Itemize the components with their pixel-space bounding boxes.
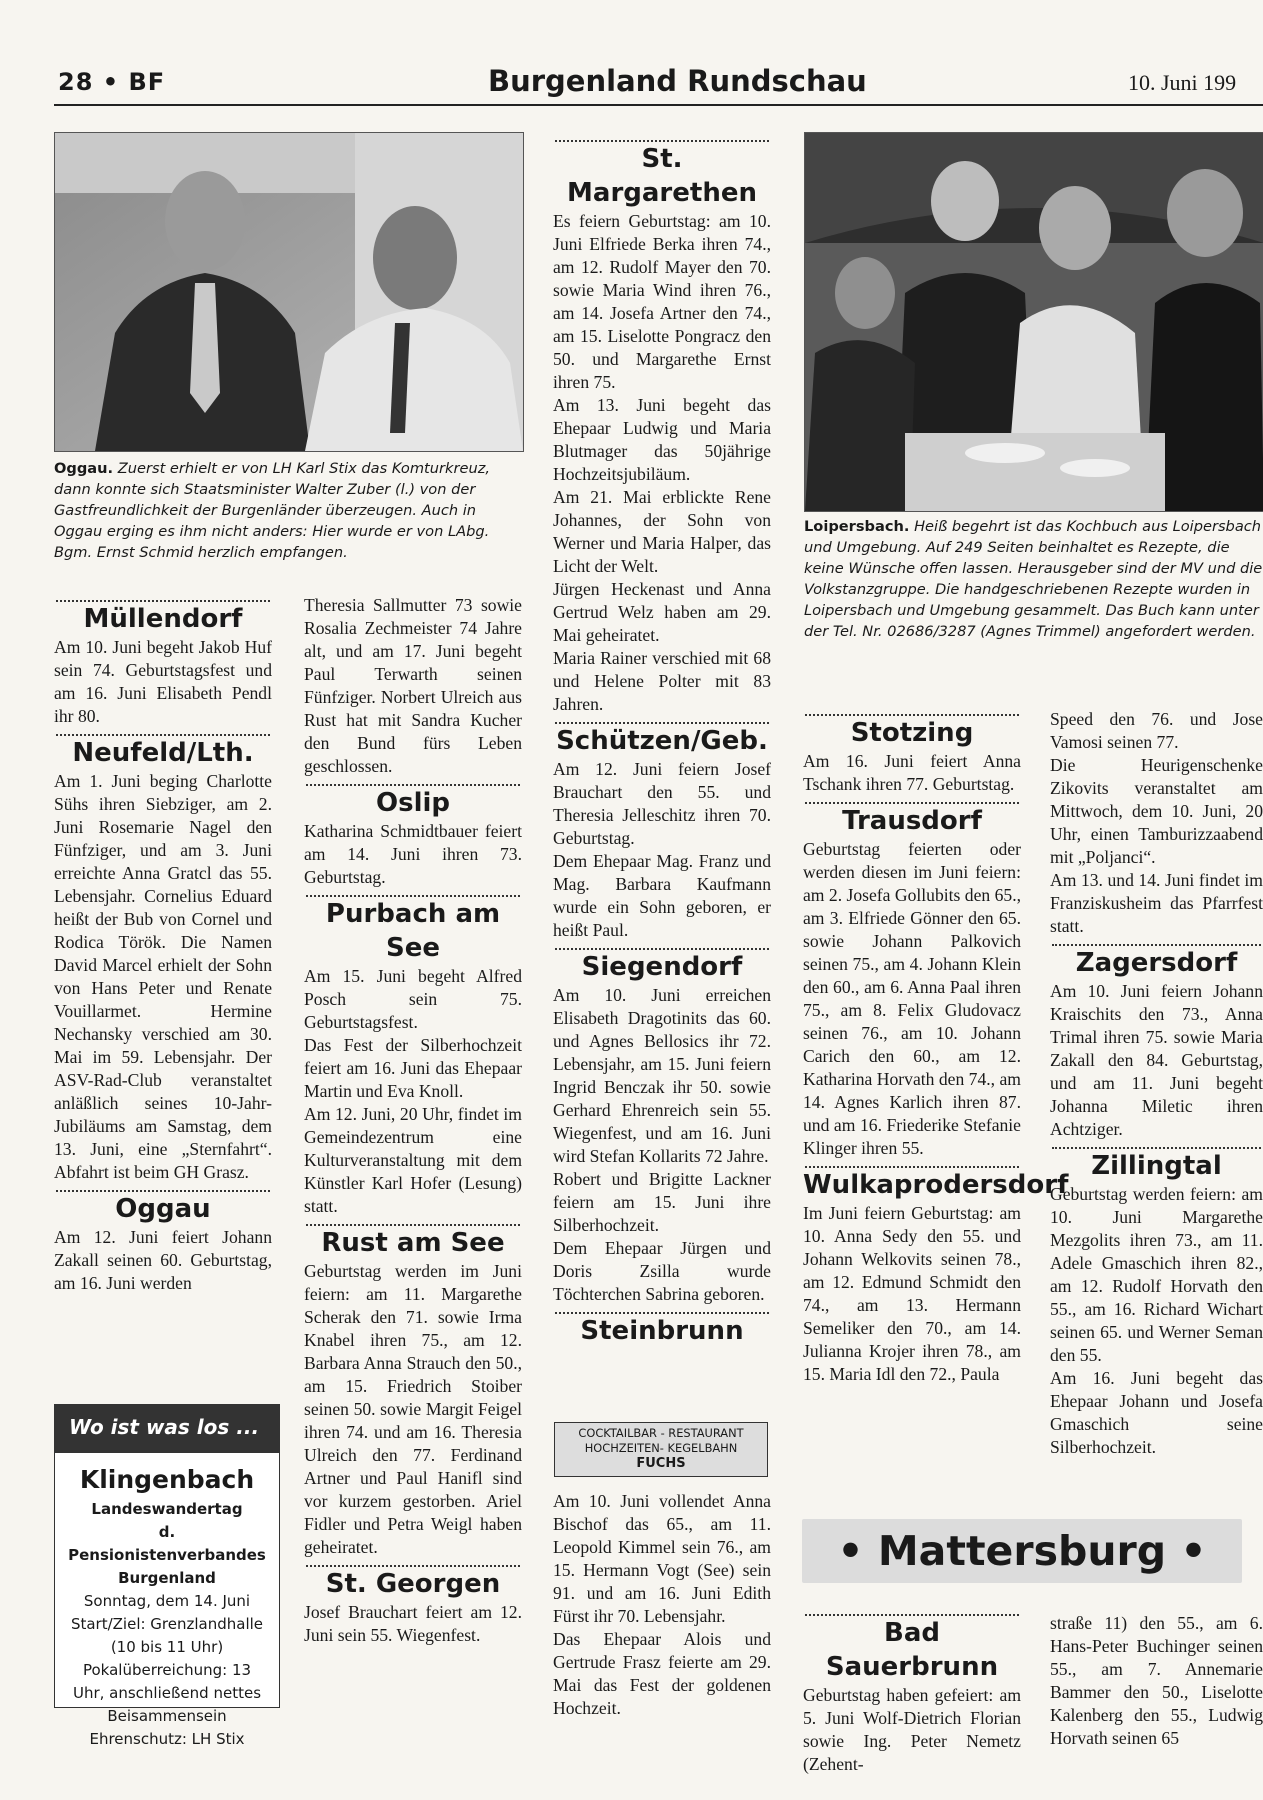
heading-zagersdorf: Zagersdorf: [1075, 948, 1238, 978]
event-box: [54, 1404, 280, 1748]
heading-trausdorf: Trausdorf: [842, 806, 982, 836]
article-schuetzen: Am 12. Juni feiern Josef Brauchart den 55. und Theresia Jelleschitz ihren 70. Geburtstag.: [553, 759, 771, 848]
article-oslip: Katharina Schmidtbauer feiert am 14. Juni ihren 73. Geburtstag.: [304, 821, 522, 887]
article-wulkaprodersdorf: Im Juni feiern Geburtstag: am 10. Anna Sedy den 55. und Johann Welkovits seinen 78., am 12. Edmund Schmidt den 74., am 13. Hermann Semeliker den 70., am 14. Julianna Krojer ihren 78., am 15. Maria Idl den 72., Paula: [803, 1203, 1021, 1384]
issue-date: 10. Juni 199: [1128, 70, 1237, 95]
article-muellendorf: Am 10. Juni begeht Jakob Huf sein 74. Geburtstagsfest und am 16. Juni Elisabeth Pendl ihr 80.: [54, 637, 272, 726]
column-5: [1050, 708, 1263, 1459]
heading-oslip: Oslip: [375, 788, 450, 818]
ad-line: FUCHS: [636, 1456, 686, 1471]
article-rust: Geburtstag werden im Juni feiern: am 11. Margarethe Scherak den 71. sowie Irma Knabel ihren 75., am 12. Barbara Anna Strauch den 50., am 15. Friedrich Stoiber seinen 50. sowie Margit Feigel ihren 74. und am 16. Theresia Ulreich den 77. Ferdinand Artner und Paul Hanifl sind vor kurzem gestorben. Ariel Fidler und Petra Weigl haben geheiratet.: [304, 1261, 522, 1557]
article-continuation: Die Heurigenschenke Zikovits veranstaltet am Mittwoch, dem 10. Juni, 20 Uhr, einen Tamburizzaabend mit „Poljanci“.: [1050, 755, 1263, 867]
article-st-margarethen: Es feiern Geburtstag: am 10. Juni Elfriede Berka ihren 74., am 12. Rudolf Mayer den 70. sowie Maria Wind ihren 76., am 14. Josefa Artner den 74., am 15. Liselotte Pongracz den 50. und Margarethe Ernst ihren 75.: [553, 211, 771, 392]
article-steinbrunn: Das Ehepaar Alois und Gertrude Frasz feierte am 29. Mai das Fest der goldenen Hochzeit.: [553, 1629, 771, 1718]
heading-oggau: Oggau: [115, 1194, 211, 1224]
caption-text: Heiß begehrt ist das Kochbuch aus Loipersbach und Umgebung. Auf 249 Seiten beinhaltet es Rezepte, die keine Wünsche offen lassen. Herausgeber sind der MV und die Volkstanzgruppe. Die handgeschriebenen Rezepte wurden in Loipersbach und Umgebung gesammelt. Das Buch kann unter der Tel. Nr. 02686/3287 (Agnes Trimmel) angefordert werden.: [804, 518, 1263, 640]
heading-siegendorf: Siegendorf: [581, 952, 743, 982]
event-line: Pokalüberreichung: 13 Uhr, anschließend nettes Beisammensein: [72, 1661, 262, 1725]
article-purbach: Am 12. Juni, 20 Uhr, findet im Gemeindezentrum eine Kulturveranstaltung mit dem Künstler Karl Hofer (Lesung) statt.: [304, 1104, 522, 1216]
ad-fuchs: [554, 1422, 768, 1477]
article-st-margarethen: Am 21. Mai erblickte Rene Johannes, der Sohn von Werner und Maria Halper, das Licht der Welt.: [553, 487, 771, 576]
column-3: [553, 140, 771, 1348]
column-1: [54, 600, 272, 1295]
article-zagersdorf: Am 10. Juni feiern Johann Kraischits den 73., Anna Trimal ihren 75. sowie Maria Zakall den 84. Geburtstag, und am 11. Juni begeht Johanna Miletic ihren Achtziger.: [1050, 981, 1263, 1139]
article-siegendorf: Dem Ehepaar Jürgen und Doris Zsilla wurde Töchterchen Sabrina geboren.: [553, 1238, 771, 1304]
column-4-mattersburg: [803, 1614, 1021, 1776]
caption-oggau: [54, 458, 524, 563]
heading-rust: Rust am See: [321, 1228, 505, 1258]
heading-purbach: Purbach am See: [325, 899, 501, 963]
photo-loipersbach: [804, 132, 1263, 512]
article-oggau: Am 12. Juni feiert Johann Zakall seinen 60. Geburtstag, am 16. Juni werden: [54, 1227, 272, 1293]
event-line: Start/Ziel: Grenzlandhalle (10 bis 11 Uhr): [70, 1615, 264, 1656]
article-stotzing: Am 16. Juni feiert Anna Tschank ihren 77. Geburtstag.: [803, 751, 1021, 794]
heading-neufeld: Neufeld/Lth.: [72, 738, 254, 768]
event-details: [55, 1494, 279, 1755]
article-schuetzen: Dem Ehepaar Mag. Franz und Mag. Barbara Kaufmann wurde ein Sohn geboren, er heißt Paul.: [553, 851, 771, 940]
article-st-margarethen: Maria Rainer verschied mit 68 und Helene Polter mit 83 Jahren.: [553, 648, 771, 714]
header-rule: [54, 104, 1263, 106]
column-5-mattersburg: [1050, 1612, 1263, 1798]
article-neufeld: Am 1. Juni beging Charlotte Sühs ihren Siebziger, am 2. Juni Rosemarie Nagel den Fünfziger, und am 3. Juni erreichte Anna Gratcl das 55. Lebensjahr. Cornelius Eduard heißt der Bub von Cornel und Rodica Török. Die Namen David Marcel erhielt der Sohn von Hans Peter und Renate Vouillarmet. Hermine Nechansky verschied am 30. Mai im 59. Lebensjahr. Der ASV-Rad-Club veranstaltet anläßlich seines 10-Jahr-Jubiläums am Samstag, dem 13. Juni, eine „Sternfahrt“. Abfahrt ist beim GH Grasz.: [54, 771, 272, 1182]
article-continuation: Am 13. und 14. Juni findet im Franziskusheim das Pfarrfest statt.: [1050, 870, 1263, 936]
heading-wulkaprodersdorf: Wulkaprodersdorf: [803, 1170, 1069, 1200]
caption-place: Loipersbach.: [804, 518, 910, 535]
event-line: Ehrenschutz: LH Stix: [89, 1730, 245, 1748]
heading-zillingtal: Zillingtal: [1091, 1151, 1222, 1181]
article-continuation: Theresia Sallmutter 73 sowie Rosalia Zechmeister 74 Jahre alt, und am 17. Juni begeht Paul Terwarth seinen Fünfziger. Norbert Ulreich aus Rust hat mit Sandra Kucher den Bund fürs Leben geschlossen.: [304, 595, 522, 776]
ad-line: HOCHZEITEN- KEGELBAHN: [584, 1441, 738, 1455]
article-trausdorf: Geburtstag feierten oder werden diesen im Juni feiern: am 2. Josefa Gollubits den 65., am 3. Elfriede Gönner den 65. sowie Johann Palkovich seinen 75., am 4. Johann Klein den 60., am 6. Anna Paal ihren 75., am 8. Felix Gludovacz seinen 76., am 10. Johann Carich den 60., am 12. Katharina Horvath den 74., am 14. Agnes Karlich ihren 87. und am 16. Friederike Stefanie Klinger ihren 55.: [803, 839, 1021, 1158]
article-continuation: Speed den 76. und Jose Vamosi seinen 77.: [1050, 709, 1263, 752]
heading-st-margarethen: St. Margarethen: [567, 144, 757, 208]
heading-st-georgen: St. Georgen: [325, 1569, 501, 1599]
column-4: [803, 714, 1069, 1386]
article-st-margarethen: Jürgen Heckenast und Anna Gertrud Welz haben am 29. Mai geheiratet.: [553, 579, 771, 645]
photo-oggau: [54, 132, 524, 452]
article-bad-sauerbrunn: Geburtstag haben gefeiert: am 5. Juni Wolf-Dietrich Florian sowie Ing. Peter Nemetz (Zehent-: [803, 1685, 1021, 1774]
heading-muellendorf: Müllendorf: [83, 604, 243, 634]
event-line: Landeswandertag: [91, 1500, 243, 1518]
article-continuation: straße 11) den 55., am 6. Hans-Peter Buchinger seinen 55., am 7. Annemarie Bammer den 50., Liselotte Kalenberg den 55., Ludwig Horvath seinen 65: [1050, 1613, 1263, 1748]
caption-text: Zuerst erhielt er von LH Karl Stix das Komturkreuz, dann konnte sich Staatsminister Walter Zuber (l.) von der Gastfreundlichkeit der Burgenländer überzeugen. Auch in Oggau erging es ihm nicht anders: Hier wurde er von LAbg. Bgm. Ernst Schmid herzlich empfangen.: [54, 460, 491, 561]
newspaper-title: Burgenland Rundschau: [488, 64, 867, 98]
event-box-heading: Wo ist was los ...: [55, 1405, 279, 1453]
article-steinbrunn: Am 10. Juni vollendet Anna Bischof das 65., am 11. Leopold Kimmel sein 76., am 15. Hermann Vogt (See) sein 91. und am 16. Juni Edith Fürst ihr 70. Lebensjahr.: [553, 1491, 771, 1626]
article-siegendorf: Am 10. Juni erreichen Elisabeth Dragotinits das 60. und Agnes Bellosics ihr 72. Lebensjahr, am 15. Juni feiern Ingrid Benczak ihr 50. sowie Gerhard Ehrenreich sein 55. Wiegenfest, und am 16. Juni wird Stefan Kollarits 72 Jahre.: [553, 985, 771, 1166]
caption-loipersbach: [804, 516, 1263, 642]
event-town: Klingenbach: [79, 1465, 255, 1494]
heading-bad-sauerbrunn: Bad Sauerbrunn: [825, 1618, 999, 1682]
heading-steinbrunn: Steinbrunn: [580, 1316, 744, 1346]
article-siegendorf: Robert und Brigitte Lackner feiern am 15. Juni ihre Silberhochzeit.: [553, 1169, 771, 1235]
section-banner-mattersburg: • Mattersburg •: [802, 1519, 1242, 1583]
caption-place: Oggau.: [54, 460, 114, 477]
ad-line: COCKTAILBAR - RESTAURANT: [578, 1426, 744, 1440]
column-2: [304, 594, 522, 1647]
column-3-bottom: [553, 1490, 771, 1720]
article-purbach: Am 15. Juni begeht Alfred Posch sein 75. Geburtstagsfest.: [304, 966, 522, 1032]
article-st-margarethen: Am 13. Juni begeht das Ehepaar Ludwig und Maria Blutmager das 50jährige Hochzeitsjubiläum.: [553, 395, 771, 484]
event-line: Sonntag, dem 14. Juni: [83, 1592, 251, 1610]
article-zillingtal: Geburtstag werden feiern: am 10. Juni Margarethe Mezgolits ihren 73., am 11. Adele Gmaschich ihren 82., am 12. Rudolf Horvath den 55., am 16. Richard Wichart seinen 65. und Werner Seman den 55.: [1050, 1184, 1263, 1365]
article-st-georgen: Josef Brauchart feiert am 12. Juni sein 55. Wiegenfest.: [304, 1602, 522, 1645]
article-zillingtal: Am 16. Juni begeht das Ehepaar Johann und Josefa Gmaschich seine Silberhochzeit.: [1050, 1368, 1263, 1457]
page-number: 28 • BF: [58, 68, 166, 96]
event-line: d. Pensionistenverbandes Burgenland: [68, 1523, 266, 1587]
heading-schuetzen: Schützen/Geb.: [556, 726, 768, 756]
heading-stotzing: Stotzing: [850, 718, 974, 748]
article-purbach: Das Fest der Silberhochzeit feiert am 16. Juni das Ehepaar Martin und Eva Knoll.: [304, 1035, 522, 1101]
